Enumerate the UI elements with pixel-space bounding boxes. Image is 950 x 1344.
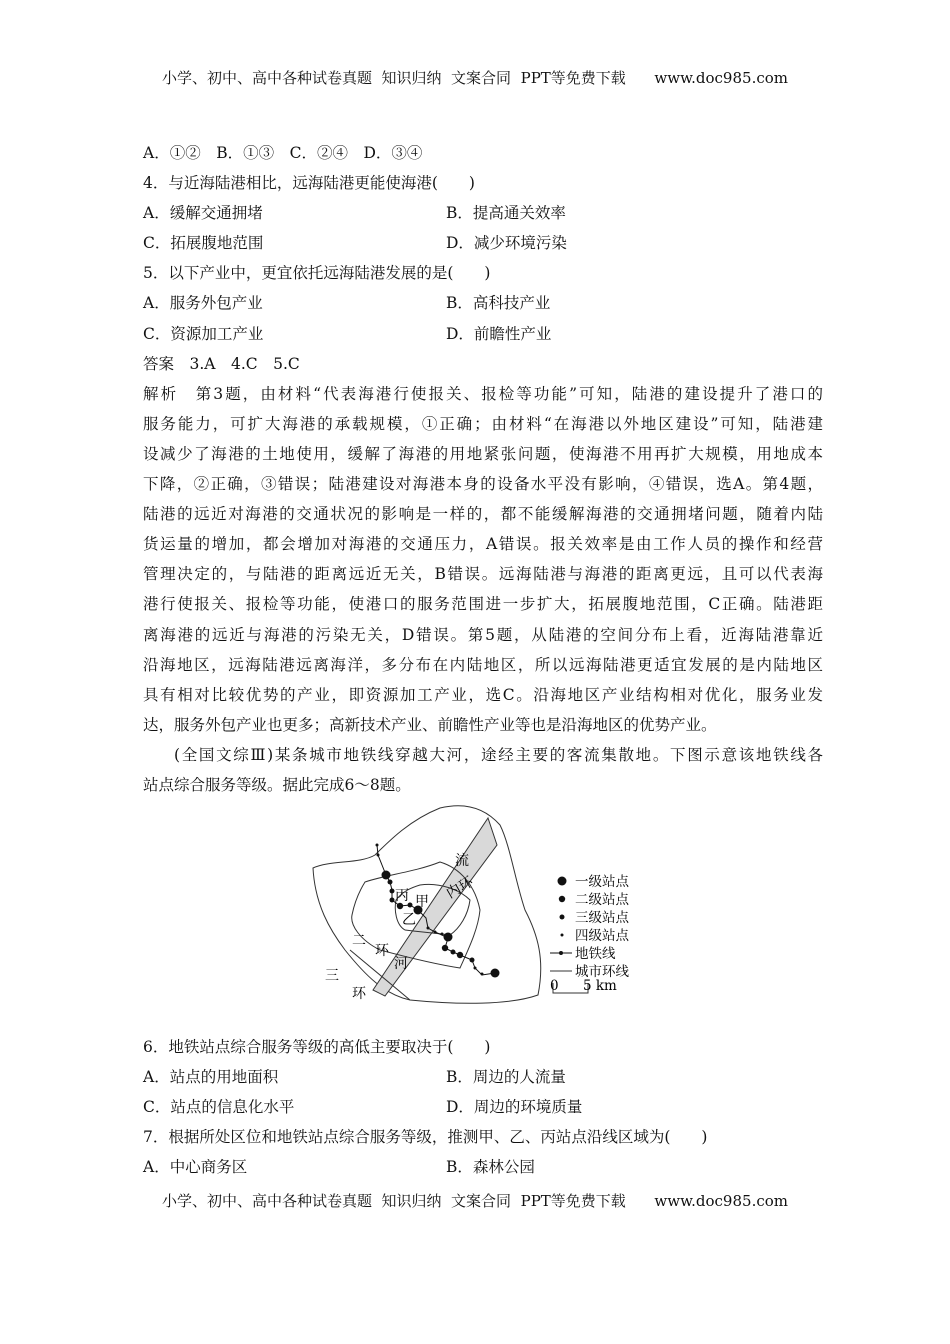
analysis-line: 管理决定的，与陆港的距离远近无关，B错误。远海陆港与海港的距离更远，且可以代表海 (143, 565, 823, 584)
scale-zero: 0 (550, 978, 559, 994)
label-third-ring-2: 环 (352, 986, 366, 1002)
analysis-line: 具有相对比较优势的产业，即资源加工产业，选C。沿海地区产业结构相对优化，服务业发 (143, 685, 823, 704)
analysis-line: 沿海地区，远海陆港远离海洋，多分布在内陆地区，所以远海陆港更适宜发展的是内陆地区 (143, 655, 823, 674)
legend-level1: 一级站点 (575, 874, 629, 890)
q3-options: A．①② B．①③ C．②④ D．③④ (143, 144, 423, 162)
q4-option-b: B．提高通关效率 (446, 204, 566, 223)
q5-option-c: C．资源加工产业 (143, 324, 264, 343)
q7-stem: 7．根据所处区位和地铁站点综合服务等级，推测甲、乙、丙站点沿线区域为( ) (143, 1128, 708, 1147)
analysis-line: 港行使报关、报检等功能，使港口的服务范围进一步扩大，拓展腹地范围，C正确。陆港距 (143, 595, 823, 614)
station-level3 (388, 880, 393, 885)
station-level4 (434, 931, 437, 934)
map-legend (550, 873, 629, 994)
label-liu: 流 (455, 853, 469, 869)
q4-option-c: C．拓展腹地范围 (143, 234, 264, 253)
station-level2 (457, 952, 463, 958)
station-level4 (481, 973, 484, 976)
station-level3 (451, 950, 456, 955)
q4-option-d: D．减少环境污染 (446, 234, 567, 253)
legend-level2-icon (559, 896, 565, 902)
q6-option-d: D．周边的环境质量 (446, 1098, 583, 1117)
answer-line: 答案 3.A 4.C 5.C (143, 354, 300, 373)
analysis-line: 下降，②正确，③错误；陆港建设对海港本身的设备水平没有影响，④错误，选A。第4题， (143, 475, 823, 494)
q6-option-b: B．周边的人流量 (446, 1068, 566, 1087)
analysis-line: 离海港的远近与海港的污染无关，D错误。第5题，从陆港的空间分布上看，近海陆港靠近 (143, 625, 823, 644)
station-level4 (474, 967, 477, 970)
analysis-line: 解析 第3题，由材料“代表海港行使报关、报检等功能”可知，陆港的建设提升了港口的 (143, 384, 823, 403)
legend-level4: 四级站点 (575, 928, 629, 944)
label-bing: 丙 (395, 888, 409, 904)
label-third-ring-1: 三 (325, 968, 339, 984)
questions-6-7 (143, 1032, 823, 1182)
label-he: 河 (394, 956, 408, 972)
q7-option-b: B．森林公园 (446, 1158, 535, 1177)
station-level4 (441, 933, 444, 936)
label-second-ring-1: 二 (352, 933, 366, 949)
station-level3 (390, 898, 395, 903)
q4-option-a: A．缓解交通拥堵 (143, 204, 263, 223)
station-level1 (444, 933, 453, 942)
q4-row1 (143, 198, 823, 228)
intro-line: 站点综合服务等级。据此完成6～8题。 (143, 775, 411, 794)
legend-subway: 地铁线 (575, 946, 616, 962)
analysis-line: 货运量的增加，都会增加对海港的交通压力，A错误。报关效率是由工作人员的操作和经营 (143, 535, 823, 554)
legend-level1-icon (558, 877, 567, 886)
legend-ring: 城市环线 (575, 964, 629, 980)
scale-value: 5 km (583, 978, 617, 994)
label-jia: 甲 (415, 894, 429, 910)
label-second-ring-2: 环 (375, 943, 389, 959)
q6-row2 (143, 1092, 823, 1122)
page-footer: 小学、初中、高中各种试卷真题 知识归纳 文案合同 PPT等免费下载 www.doc985.com (161, 1192, 788, 1210)
q5-option-a: A．服务外包产业 (143, 294, 263, 313)
q5-stem: 5．以下产业中，更宜依托远海陆港发展的是( ) (143, 264, 491, 283)
river (373, 818, 497, 996)
station-level1 (382, 871, 391, 880)
page-header: 小学、初中、高中各种试卷真题 知识归纳 文案合同 PPT等免费下载 www.doc985.com (161, 69, 788, 87)
q4-stem: 4．与近海陆港相比，远海陆港更能使海港( ) (143, 174, 475, 193)
legend-level4-icon (561, 934, 564, 937)
analysis-line: 服务能力，可扩大海港的承载规模，①正确；由材料“在海港以外地区建设”可知，陆港建 (143, 414, 823, 433)
station-level4 (377, 854, 380, 857)
q6-option-a: A．站点的用地面积 (143, 1068, 279, 1087)
q5-option-d: D．前瞻性产业 (446, 324, 552, 343)
questions-3-5 (143, 138, 823, 800)
analysis-line: 达，服务外包产业也更多；高新技术产业、前瞻性产业等也是沿海地区的优势产业。 (143, 715, 717, 734)
label-yi: 乙 (402, 912, 416, 928)
legend-level3-icon (560, 915, 565, 920)
subway-map-figure (310, 800, 650, 1010)
intro-line: (全国文综Ⅲ)某条城市地铁线穿越大河，途经主要的客流集散地。下图示意该地铁线各 (174, 745, 823, 764)
station-level3 (390, 889, 395, 894)
station-level2 (442, 945, 448, 951)
q5-row2 (143, 319, 823, 349)
q5-option-b: B．高科技产业 (446, 294, 551, 313)
q7-row1 (143, 1152, 823, 1182)
station-level4 (376, 844, 379, 847)
station-level1 (491, 969, 500, 978)
label-inner-ring: 内环 (443, 874, 477, 902)
analysis-line: 设减少了海港的土地使用，缓解了海港的用地紧张问题，使海港不用再扩大规模，用地成本 (143, 444, 823, 463)
q7-option-a: A．中心商务区 (143, 1158, 248, 1177)
legend-level2: 二级站点 (575, 892, 629, 908)
q4-row2 (143, 228, 823, 258)
station-level4 (427, 927, 430, 930)
q5-row1 (143, 288, 823, 318)
analysis-line: 陆港的远近对海港的交通状况的影响是一样的，都不能缓解海港的交通拥堵问题，随着内陆 (143, 505, 823, 524)
q6-option-c: C．站点的信息化水平 (143, 1098, 295, 1117)
legend-level3: 三级站点 (575, 910, 629, 926)
station-level3 (470, 958, 475, 963)
q6-row1 (143, 1062, 823, 1092)
q6-stem: 6．地铁站点综合服务等级的高低主要取决于( ) (143, 1038, 491, 1056)
